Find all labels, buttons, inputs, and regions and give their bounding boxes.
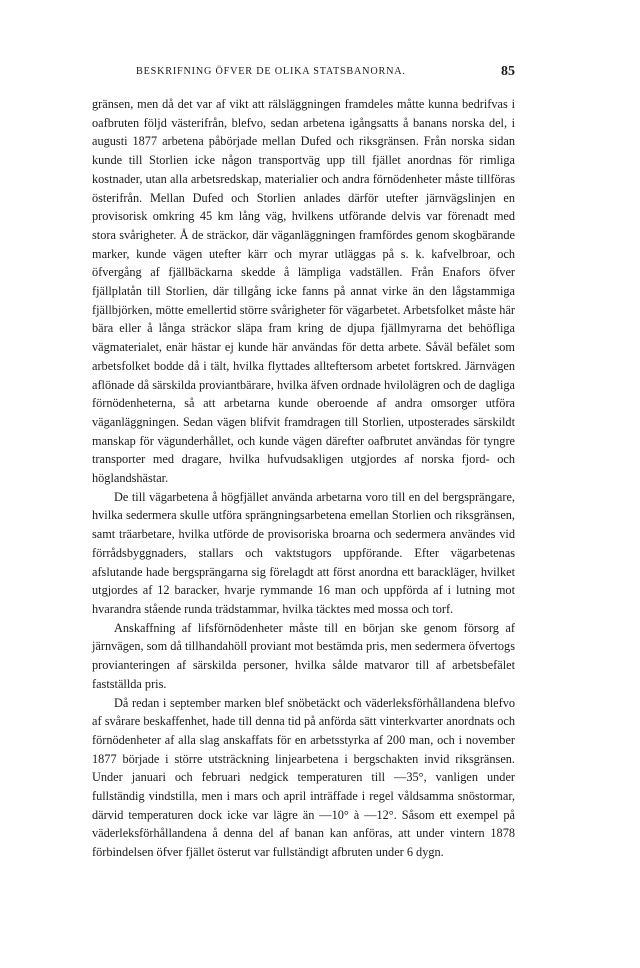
running-header	[92, 64, 515, 82]
paragraph-1: gränsen, men då det var af vikt att rälsläggningen framdeles måtte kunna bedrifvas i oafbruten följd västerifrån, blefvo, sedan arbetena igångsatts å banans norska del, i augusti 1877 arbetena påbörjade mellan Dufed och riksgränsen. Från norska sidan kunde till Storlien icke någon transportväg upp till fjället anordnas för rimliga kostnader, utan alla arbetsredskap, materialier och andra förnödenheter måste tillföras österifrån. Mellan Dufed och Storlien anlades därför utefter järnvägslinjen en provisorisk omkring 45 km lång väg, hvilkens utförande delvis var förenadt med stora svårigheter. Å de sträckor, där väganläggningen framfördes genom skogbärande marker, kunde vägen utefter kärr och myrar utläggas på s. k. kafvelbroar, och öfvergång af fjällbäckarna skedde å lämpliga vadställen. Från Enafors öfver fjällplatån till Storlien, där tillgång icke fanns på annat virke än den lågstammiga fjällbjörken, mötte emellertid större svårigheter för vägarbetet. Arbetsfolket måste här bära eller å långa sträckor släpa fram kring de djupa fjällmyrarna det behöfliga vägmaterialet, enär hästar ej kunde här användas för detta arbete. Såväl befälet som arbetsfolket bodde då i tält, hvilka flyttades allteftersom arbetet fortskred. Järnvägen aflönade då särskilda proviantbärare, hvilka äfven ordnade hvilolägren och de dagliga förnödenheterna, så att arbetarna kunde oberoende af andra omsorger utföra väganläggningen. Sedan vägen blifvit framdragen till Storlien, utposterades särskildt manskap för vägunderhållet, och kunde vägen därefter oafbrutet användas för tyngre transporter med dragare, hvilka hufvudsakligen utgjordes af norska fjord- och höglandshästar.	[92, 97, 515, 486]
paragraph-3: Anskaffning af lifsförnödenheter måste till en början ske genom försorg af järnvägen, som då tillhandahöll proviant mot bestämda pris, men sedermera öfvertogs provianteringen af särskilda personer, hvilka sålde matvaror till af arbetsbefälet fastställda pris.	[92, 620, 515, 691]
running-header-title: BESKRIFNING ÖFVER DE OLIKA STATSBANORNA.	[136, 66, 406, 77]
page-number: 85	[501, 64, 515, 79]
body-text	[92, 95, 515, 862]
paragraph-4: Då redan i september marken blef snöbetäckt och väderleksförhållandena blefvo af svårare beskaffenhet, hade till denna tid på anförda sätt vinterkvarter anordnats och förnödenheter af alla slag anskaffats för en arbetsstyrka af 200 man, och i november 1877 började i större utsträckning linjearbetena i bergschakten invid riksgränsen. Under januari och februari nedgick temperaturen till —35°, vanligen under fullständig vindstilla, men i mars och april inträffade i regel våldsamma snöstormar, därvid temperaturen dock icke var lägre än —10° à —12°. Såsom ett exempel på väderleksförhållandena å denna del af banan kan anföras, att under vintern 1878 förbindelsen öfver fjället österut var fullständigt afbruten under 6 dygn.	[92, 695, 515, 860]
paragraph-2: De till vägarbetena å högfjället använda arbetarna voro till en del bergsprängare, hvilka sedermera skulle utföra sprängningsarbetena emellan Storlien och riksgränsen, samt träarbetare, hvilka utförde de provisoriska broarna och sedermera användes vid förrådsbyggnaders, stallars och vaktstugors uppförande. Efter vägarbetenas afslutande hade bergsprängarna sig förelagdt att först anordna ett barackläger, hvilket utgjordes af 12 baracker, hvarje rymmande 16 man och uppförda af i lutning mot hvarandra stående runda trädstammar, hvilka täcktes med mossa och torf.	[92, 489, 515, 616]
